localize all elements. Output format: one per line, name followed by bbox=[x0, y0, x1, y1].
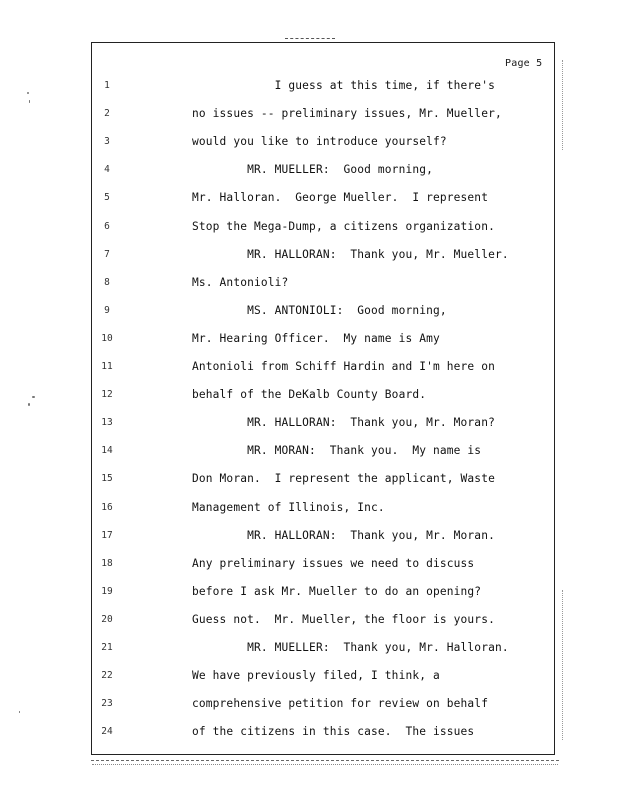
transcript-line: Mr. Halloran. George Mueller. I represent bbox=[192, 191, 489, 204]
line-number: 21 bbox=[101, 642, 113, 653]
line-number: 10 bbox=[101, 333, 113, 344]
transcript-line: Ms. Antonioli? bbox=[192, 276, 289, 289]
scan-speck bbox=[27, 92, 29, 94]
line-number: 3 bbox=[104, 136, 110, 147]
line-number: 6 bbox=[104, 221, 110, 232]
line-number: 19 bbox=[101, 586, 113, 597]
transcript-line: behalf of the DeKalb County Board. bbox=[192, 388, 427, 401]
transcript-line: Antonioli from Schiff Hardin and I'm here on bbox=[192, 360, 495, 373]
transcript-line: MR. MORAN: Thank you. My name is bbox=[192, 444, 482, 457]
line-number: 14 bbox=[101, 445, 113, 456]
bottom-rule bbox=[91, 760, 559, 761]
transcript-line: Any preliminary issues we need to discuss bbox=[192, 557, 475, 570]
transcript-line: of the citizens in this case. The issues bbox=[192, 725, 475, 738]
scan-speck bbox=[29, 100, 30, 103]
transcript-line: MS. ANTONIOLI: Good morning, bbox=[192, 304, 447, 317]
line-number: 9 bbox=[104, 305, 110, 316]
scan-speck bbox=[19, 711, 20, 713]
line-number: 12 bbox=[101, 389, 113, 400]
line-number: 17 bbox=[101, 530, 113, 541]
line-number: 7 bbox=[104, 249, 110, 260]
line-number: 16 bbox=[101, 502, 113, 513]
line-number: 24 bbox=[101, 726, 113, 737]
transcript-line: comprehensive petition for review on behalf bbox=[192, 697, 489, 710]
page-number: Page 5 bbox=[505, 58, 543, 69]
transcript-line: MR. HALLORAN: Thank you, Mr. Moran. bbox=[192, 529, 495, 542]
transcript-line: We have previously filed, I think, a bbox=[192, 669, 440, 682]
transcript-line: would you like to introduce yourself? bbox=[192, 135, 447, 148]
transcript-line: MR. HALLORAN: Thank you, Mr. Moran? bbox=[192, 416, 495, 429]
transcript-line: Management of Illinois, Inc. bbox=[192, 501, 385, 514]
scan-speck bbox=[28, 403, 30, 406]
line-number: 18 bbox=[101, 558, 113, 569]
line-number: 2 bbox=[104, 108, 110, 119]
transcript-line: Don Moran. I represent the applicant, Waste bbox=[192, 472, 495, 485]
transcript-line: Mr. Hearing Officer. My name is Amy bbox=[192, 332, 440, 345]
line-number: 4 bbox=[104, 164, 110, 175]
line-number: 22 bbox=[101, 670, 113, 681]
line-number: 5 bbox=[104, 192, 110, 203]
line-number: 1 bbox=[104, 80, 110, 91]
scan-speck bbox=[32, 396, 35, 398]
transcript-line: before I ask Mr. Mueller to do an opening? bbox=[192, 585, 482, 598]
transcript-line: Stop the Mega-Dump, a citizens organization. bbox=[192, 220, 495, 233]
line-number: 15 bbox=[101, 473, 113, 484]
margin-scan-artifact bbox=[562, 590, 564, 740]
line-number: 11 bbox=[101, 361, 113, 372]
transcript-line: no issues -- preliminary issues, Mr. Mueller, bbox=[192, 107, 502, 120]
line-number: 20 bbox=[101, 614, 113, 625]
transcript-line: MR. HALLORAN: Thank you, Mr. Mueller. bbox=[192, 248, 509, 261]
line-number: 23 bbox=[101, 698, 113, 709]
bottom-rule-secondary bbox=[92, 764, 558, 765]
line-number: 13 bbox=[101, 417, 113, 428]
line-number: 8 bbox=[104, 277, 110, 288]
transcript-line: Guess not. Mr. Mueller, the floor is yours. bbox=[192, 613, 495, 626]
transcript-line: MR. MUELLER: Good morning, bbox=[192, 163, 433, 176]
margin-scan-artifact bbox=[562, 60, 564, 150]
transcript-line: I guess at this time, if there's bbox=[192, 79, 495, 92]
transcript-line: MR. MUELLER: Thank you, Mr. Halloran. bbox=[192, 641, 509, 654]
